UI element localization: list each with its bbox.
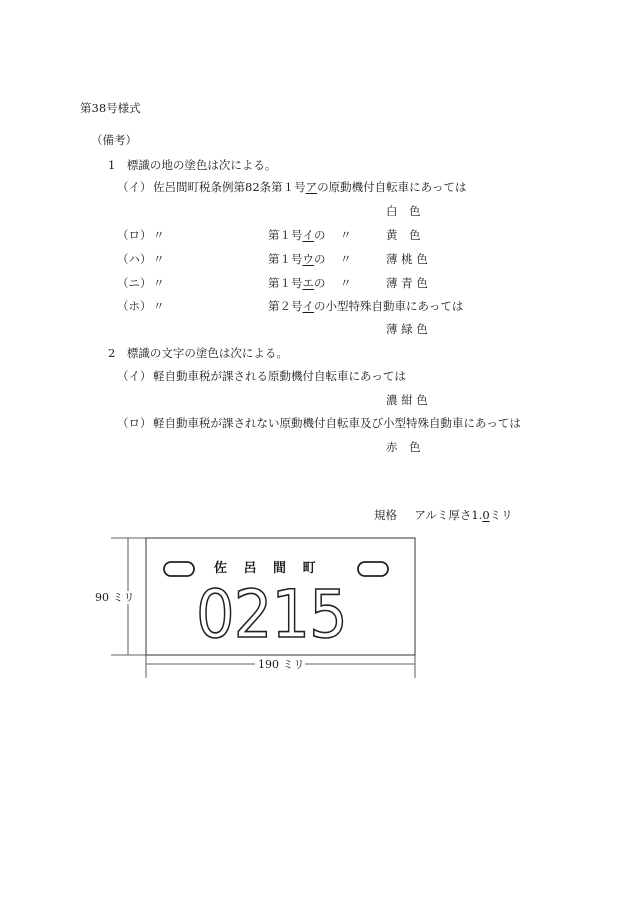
- s1-row4-mark: エ: [302, 276, 314, 290]
- s1-row5-mark: イ: [302, 299, 314, 313]
- s1-row3-ditto: 〃: [153, 252, 165, 266]
- spec-text-a: アルミ厚さ1.: [414, 508, 483, 522]
- s1-row4-ditto: 〃: [153, 276, 165, 290]
- s2-row1-text: 軽自動車税が課される原動機付自転車にあっては: [153, 369, 406, 383]
- s1-row1-text-b: の原動機付自転車にあっては: [317, 180, 467, 194]
- s1-row4-ditto2: 〃: [340, 276, 352, 290]
- plate-town-name: 佐 呂 間 町: [214, 561, 322, 576]
- spec-label: 規格: [374, 508, 397, 522]
- spec-line: [374, 510, 513, 522]
- s1-row4-text-a: 第１号: [268, 276, 303, 290]
- s1-row2-color: 黄 色: [386, 228, 421, 242]
- s1-row5-text: [268, 301, 463, 313]
- s1-row3-mark: ウ: [302, 252, 314, 266]
- s1-row3-text: [268, 254, 326, 266]
- s1-row5-text-a: 第２号: [268, 299, 303, 313]
- s1-row1-text-a: 佐呂間町税条例第82条第１号: [153, 180, 306, 194]
- s1-row3-num: （ハ）: [117, 252, 152, 266]
- spec-digit: 0: [482, 508, 490, 522]
- s1-row4-color: 薄 青 色: [386, 276, 428, 290]
- form-title: 第38号様式: [80, 101, 141, 115]
- s1-row2-text: [268, 230, 326, 242]
- s1-row2-text-a: 第１号: [268, 228, 303, 242]
- width-dimension-label: 190 ミリ: [258, 658, 305, 671]
- s1-row5-color: 薄 緑 色: [386, 322, 428, 336]
- s1-row3-text-a: 第１号: [268, 252, 303, 266]
- mounting-hole-left: [164, 562, 194, 576]
- s1-row3-ditto2: 〃: [340, 252, 352, 266]
- s2-row2-num: （ロ）: [117, 416, 152, 430]
- plate-number: 0215: [196, 576, 347, 653]
- s1-row5-ditto: 〃: [153, 299, 165, 313]
- s1-row2-mark: イ: [302, 228, 314, 242]
- height-dimension-label: 90 ミリ: [95, 591, 135, 604]
- s1-row1-text: [153, 182, 467, 194]
- s1-row1-num: （イ）: [117, 180, 152, 194]
- s2-row2-text: 軽自動車税が課されない原動機付自転車及び小型特殊自動車にあっては: [153, 416, 521, 430]
- s1-row1-color: 白 色: [386, 204, 421, 218]
- mounting-hole-right: [358, 562, 388, 576]
- s2-row1-num: （イ）: [117, 369, 152, 383]
- s1-row3-text-b: の: [314, 252, 326, 266]
- s1-row2-num: （ロ）: [117, 228, 152, 242]
- s1-row1-mark: ア: [305, 180, 318, 194]
- spec-text-b: ミリ: [489, 508, 513, 522]
- s1-row4-text: [268, 278, 326, 290]
- s1-row2-ditto2: 〃: [340, 228, 352, 242]
- s1-row3-color: 薄 桃 色: [386, 252, 428, 266]
- s1-row2-ditto: 〃: [153, 228, 165, 242]
- section2-heading: 2 標識の文字の塗色は次による。: [108, 346, 288, 360]
- s2-row1-color: 濃 紺 色: [386, 393, 428, 407]
- s1-row5-text-b: の小型特殊自動車にあっては: [314, 299, 464, 313]
- remarks-heading: （備考）: [91, 133, 137, 147]
- s2-row2-color: 赤 色: [386, 440, 421, 454]
- s1-row4-text-b: の: [314, 276, 326, 290]
- s1-row4-num: （ニ）: [117, 276, 152, 290]
- s1-row2-text-b: の: [314, 228, 326, 242]
- section1-heading: 1 標識の地の塗色は次による。: [108, 158, 277, 172]
- s1-row5-num: （ホ）: [117, 299, 152, 313]
